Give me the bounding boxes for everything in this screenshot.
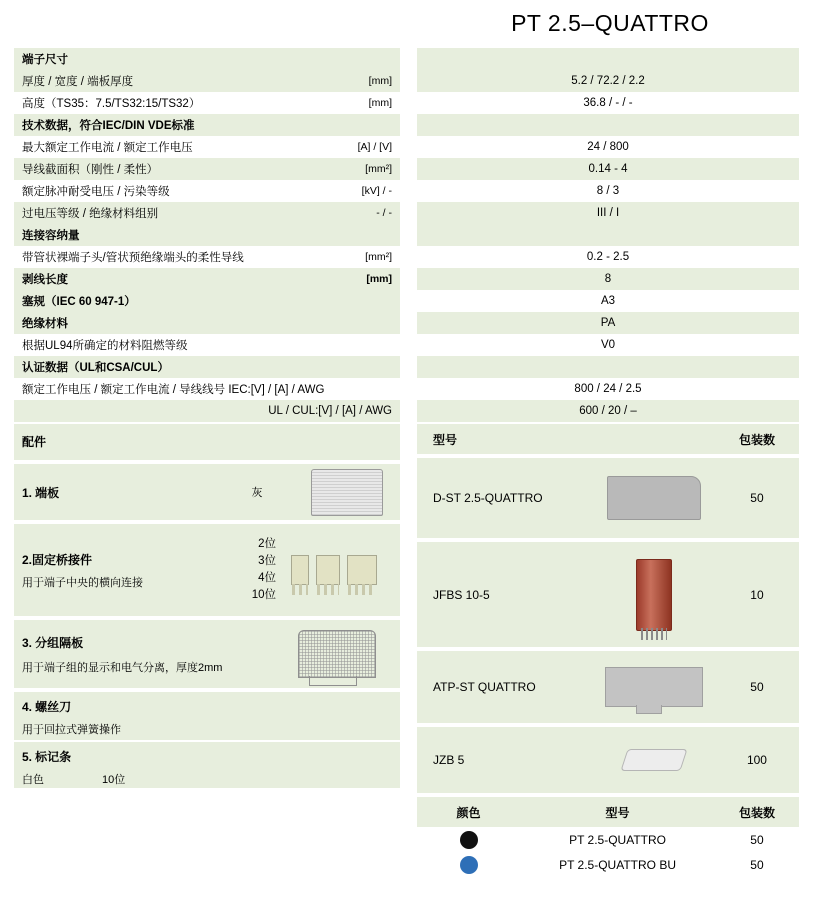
spec-row: 厚度 / 宽度 / 端板厚度 [mm] [14, 70, 400, 92]
spec-row: 额定工作电压 / 额定工作电流 / 导线线号 IEC:[V] / [A] / AWG [14, 378, 400, 400]
colors-header-type: 型号 [605, 805, 630, 820]
accessory-index: 2. [22, 552, 33, 567]
spec-table-left [14, 48, 400, 444]
part-qty: 10 [750, 587, 764, 602]
atp-part-icon [593, 667, 715, 707]
value-cell: 0.14 - 4 [417, 158, 799, 180]
value-cell: 36.8 / - / - [417, 92, 799, 114]
part-qty: 50 [750, 680, 764, 694]
accessories-header: 配件 [14, 424, 400, 460]
fixed-bridge-icon [276, 555, 392, 585]
accessory-note: 用于端子中央的横向连接 [22, 576, 143, 589]
spec-row: UL / CUL:[V] / [A] / AWG [14, 400, 400, 422]
value-cell: V0 [417, 334, 799, 356]
accessory-index: 5. [22, 750, 33, 764]
accessory-item-fixed-bridge [14, 524, 400, 616]
accessory-index: 3. [22, 635, 33, 650]
spec-row: 导线截面积（刚性 / 柔性） [mm²] [14, 158, 400, 180]
colors-row [417, 827, 799, 852]
accessory-item-marker-strip [14, 742, 400, 788]
spec-row: 带管状裸端子头/管状预绝缘端头的柔性导线 [mm²] [14, 246, 400, 268]
jfbs-part-icon [593, 559, 715, 631]
jzb-part-icon [593, 749, 715, 771]
spec-row: 高度（TS35：7.5/TS32:15/TS32） [mm] [14, 92, 400, 114]
accessory-name: 固定桥接件 [32, 552, 93, 567]
colors-table-header [417, 797, 799, 827]
spec-row: 过电压等级 / 绝缘材料组别 - / - [14, 202, 400, 224]
accessory-index: 4. [22, 700, 33, 714]
spec-row: 额定脉冲耐受电压 / 污染等级 [kV] / - [14, 180, 400, 202]
spec-section-header: 认证数据（UL和CSA/CUL） [14, 356, 400, 378]
colors-row [417, 852, 799, 877]
spec-section-header: 连接容纳量 [14, 224, 400, 246]
spec-row: 最大额定工作电流 / 额定工作电压 [A] / [V] [14, 136, 400, 158]
page-title: PT 2.5–QUATTRO [511, 10, 709, 36]
part-type: ATP-ST QUATTRO [433, 680, 536, 694]
part-type: JFBS 10-5 [433, 587, 490, 602]
value-cell: 8 [417, 268, 799, 290]
parts-table [417, 424, 799, 877]
part-qty: 100 [746, 753, 767, 767]
accessory-item-end-plate [14, 464, 400, 520]
spec-section-header: 塞规（IEC 60 947-1） [14, 290, 400, 312]
color-swatch [417, 856, 520, 874]
value-spacer [417, 114, 799, 136]
color-type: PT 2.5-QUATTRO BU [559, 857, 676, 872]
spec-section-header: 技术数据，符合IEC/DIN VDE标准 [14, 114, 400, 136]
color-qty: 50 [750, 857, 764, 872]
part-qty: 50 [750, 491, 764, 505]
colors-header-color: 颜色 [456, 805, 481, 820]
value-spacer [417, 224, 799, 246]
accessory-item-partition-plate [14, 620, 400, 688]
spec-row: 根据UL94所确定的材料阻燃等级 [14, 334, 400, 356]
value-cell: 8 / 3 [417, 180, 799, 202]
color-type: PT 2.5-QUATTRO [569, 832, 666, 847]
marker-color-label: 白色 [22, 774, 44, 786]
value-cell: 600 / 20 / – [417, 400, 799, 422]
accessory-note: 用于端子组的显示和电气分离，厚度2mm [22, 661, 223, 674]
accessory-name: 分组隔板 [35, 635, 84, 650]
parts-header-type: 型号 [433, 432, 458, 447]
accessories-panel [14, 424, 400, 788]
parts-row [417, 727, 799, 793]
accessory-name: 螺丝刀 [35, 700, 72, 714]
value-cell: PA [417, 312, 799, 334]
value-spacer [417, 48, 799, 70]
accessory-name: 端板 [35, 485, 60, 500]
parts-row [417, 542, 799, 647]
spec-values-right [417, 48, 799, 444]
value-cell: 24 / 800 [417, 136, 799, 158]
accessory-index: 1. [22, 485, 33, 500]
bridge-positions: 2位 3位 4位 10位 [251, 538, 276, 601]
parts-table-header [417, 424, 799, 454]
partition-plate-icon [282, 630, 392, 678]
value-spacer [417, 356, 799, 378]
value-cell: A3 [417, 290, 799, 312]
marker-positions-label: 10位 [102, 774, 126, 786]
spec-section-header: 端子尺寸 [14, 48, 400, 70]
parts-row [417, 651, 799, 723]
parts-header-qty: 包装数 [738, 432, 775, 447]
value-cell: III / I [417, 202, 799, 224]
value-cell: 5.2 / 72.2 / 2.2 [417, 70, 799, 92]
part-type: JZB 5 [433, 753, 465, 767]
accessory-item-screwdriver [14, 692, 400, 740]
accessory-note: 用于回拉式弹簧操作 [22, 724, 121, 736]
end-plate-icon [302, 469, 392, 516]
spec-section-header: 剥线长度 [mm] [14, 268, 400, 290]
value-cell: 0.2 - 2.5 [417, 246, 799, 268]
d-st-part-icon [593, 476, 715, 520]
spec-section-header: 绝缘材料 [14, 312, 400, 334]
colors-header-qty: 包装数 [738, 805, 775, 820]
color-swatch [417, 831, 520, 849]
color-qty: 50 [750, 832, 764, 847]
value-cell: 800 / 24 / 2.5 [417, 378, 799, 400]
accessory-color-label: 灰 [251, 487, 263, 499]
parts-row [417, 458, 799, 538]
accessory-name: 标记条 [35, 750, 72, 764]
part-type: D-ST 2.5-QUATTRO [433, 491, 543, 505]
